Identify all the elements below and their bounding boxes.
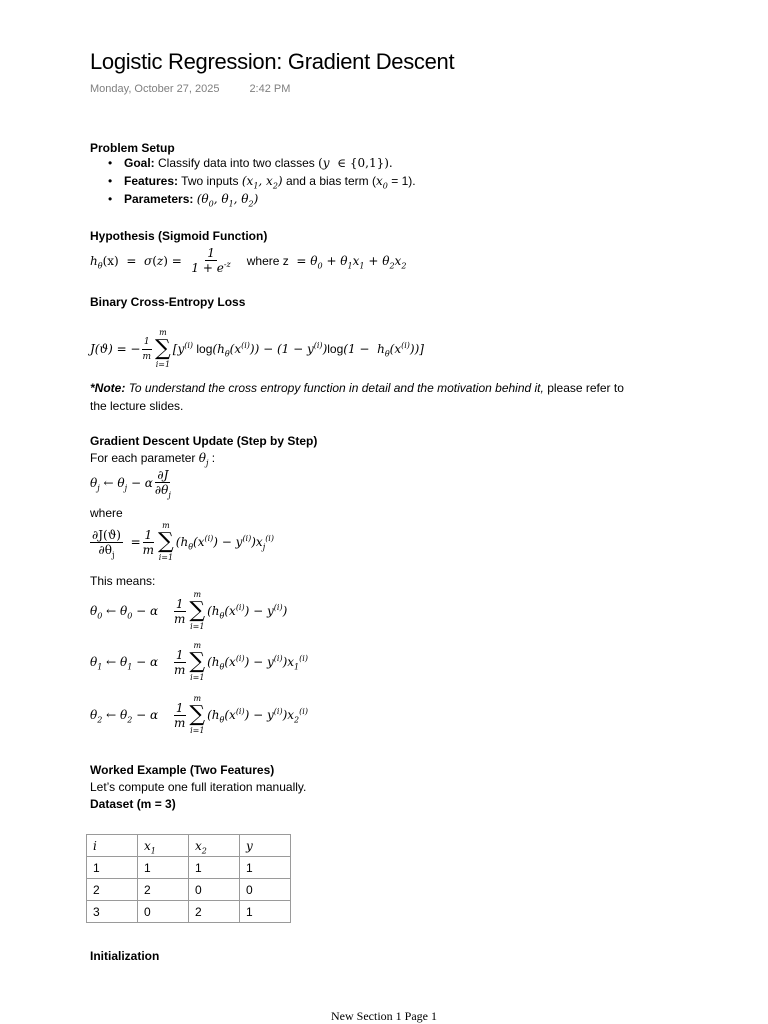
theta1-update-equation: $\theta_1$ ← $\theta_1 - \alpha$ $\frac{1}{m}$ m ∑ i=1 $(h_\theta(x^{(i)}) - y^{(i)})x_1^{(i)}$ bbox=[90, 641, 308, 682]
dataset-label: Dataset (m = 3) bbox=[90, 797, 176, 811]
table-row bbox=[87, 879, 291, 901]
hypothesis-where: where z bbox=[246, 253, 289, 268]
this-means-text: This means: bbox=[90, 574, 156, 588]
table-header-cell: i bbox=[87, 835, 138, 857]
partial-derivative-equation: $\frac{\partial J(ϑ)}{\partial\theta_j}$ = $\frac{1}{m}$ m ∑ i=1 $(h_\theta(x^{(i)}) - y^{(i)})x_j^{(i)}$ bbox=[92, 521, 274, 562]
problem-setup-heading: Problem Setup bbox=[90, 141, 175, 155]
parameters-item bbox=[90, 192, 416, 210]
table-cell: 3 bbox=[87, 901, 138, 923]
page-footer: New Section 1 Page 1 bbox=[331, 1009, 437, 1023]
example-heading: Worked Example (Two Features) bbox=[90, 763, 275, 777]
features-text-2: and a bias term bbox=[285, 174, 369, 188]
goal-label: Goal: bbox=[124, 156, 155, 170]
problem-setup-list bbox=[90, 156, 416, 210]
note-line-2: the lecture slides. bbox=[90, 399, 184, 413]
example-intro: Let’s compute one full iteration manually. bbox=[90, 780, 307, 794]
for-each-text: For each parameter bbox=[90, 451, 196, 465]
hypothesis-equation: $h_\theta$ (x) = σ(z) = $\frac{1}{1 + e^{-z}}$ where z = $\theta_0 + \theta_1x_1 + \theta_2x_2$ bbox=[90, 246, 407, 275]
table-row bbox=[87, 857, 291, 879]
theta2-update-equation: $\theta_2$ ← $\theta_2 - \alpha$ $\frac{1}{m}$ m ∑ i=1 $(h_\theta(x^{(i)}) - y^{(i)})x_2^{(i)}$ bbox=[90, 694, 308, 735]
features-math-2: $(x_0 = 1)$. bbox=[372, 174, 416, 191]
gradient-heading: Gradient Descent Update (Step by Step) bbox=[90, 434, 318, 448]
loss-equation: J(ϑ) = − $\frac{1}{m}$ m ∑ i=1 [$y^{(i)}$ log $(h_\theta(x^{(i)})) - (1 - y^{(i)})$ log $(1 - h_\theta(x^{(i)}))$] bbox=[90, 328, 424, 369]
features-math-1: ($x_1$, $x_2$) bbox=[241, 174, 283, 191]
date-text: Monday, October 27, 2025 bbox=[90, 83, 220, 95]
table-cell: 0 bbox=[240, 879, 291, 901]
table-cell: 0 bbox=[189, 879, 240, 901]
features-label: Features: bbox=[124, 174, 179, 188]
table-header-cell: y bbox=[240, 835, 291, 857]
table-header-row bbox=[87, 835, 291, 857]
table-cell: 1 bbox=[189, 857, 240, 879]
features-item bbox=[90, 174, 416, 192]
for-each-line: For each parameter $\theta_j$ : bbox=[90, 451, 216, 468]
table-cell: 1 bbox=[240, 901, 291, 923]
table-cell: 2 bbox=[138, 879, 189, 901]
date-line bbox=[90, 83, 290, 95]
parameters-math: ($\theta_0$, $\theta_1$, $\theta_2$) bbox=[196, 192, 259, 209]
table-header-cell: $x_2$ bbox=[189, 835, 240, 857]
table-cell: 2 bbox=[87, 879, 138, 901]
table-header-cell: $x_1$ bbox=[138, 835, 189, 857]
update-rule-equation: $\theta_j$ ← $\theta_j - \alpha$ $\frac{\partial J}{\partial\theta_j}$ bbox=[90, 468, 171, 500]
loss-heading: Binary Cross-Entropy Loss bbox=[90, 295, 246, 309]
note-line-1 bbox=[90, 381, 624, 395]
table-cell: 2 bbox=[189, 901, 240, 923]
table-row bbox=[87, 901, 291, 923]
theta0-update-equation: $\theta_0$ ← $\theta_0 - \alpha$ $\frac{1}{m}$ m ∑ i=1 $(h_\theta(x^{(i)}) - y^{(i)})$ bbox=[90, 590, 288, 631]
table-cell: 1 bbox=[87, 857, 138, 879]
goal-item bbox=[90, 156, 416, 174]
hypothesis-heading: Hypothesis (Sigmoid Function) bbox=[90, 229, 268, 243]
note-label: *Note: bbox=[90, 381, 126, 395]
features-text-1: Two inputs bbox=[181, 174, 239, 188]
goal-math: (y ∈ {0,1}). bbox=[318, 156, 393, 170]
time-text: 2:42 PM bbox=[249, 83, 291, 95]
table-cell: 0 bbox=[138, 901, 189, 923]
initialization-heading: Initialization bbox=[90, 949, 160, 963]
note-italic-text: To understand the cross entropy function in detail and the motivation behind it, bbox=[128, 381, 544, 395]
where-text: where bbox=[90, 506, 123, 520]
table-cell: 1 bbox=[138, 857, 189, 879]
parameters-label: Parameters: bbox=[124, 192, 194, 206]
dataset-table bbox=[86, 834, 291, 923]
goal-text: Classify data into two classes bbox=[158, 156, 315, 170]
page-title: Logistic Regression: Gradient Descent bbox=[90, 49, 455, 74]
table-cell: 1 bbox=[240, 857, 291, 879]
note-plain-text: please refer to bbox=[547, 381, 624, 395]
